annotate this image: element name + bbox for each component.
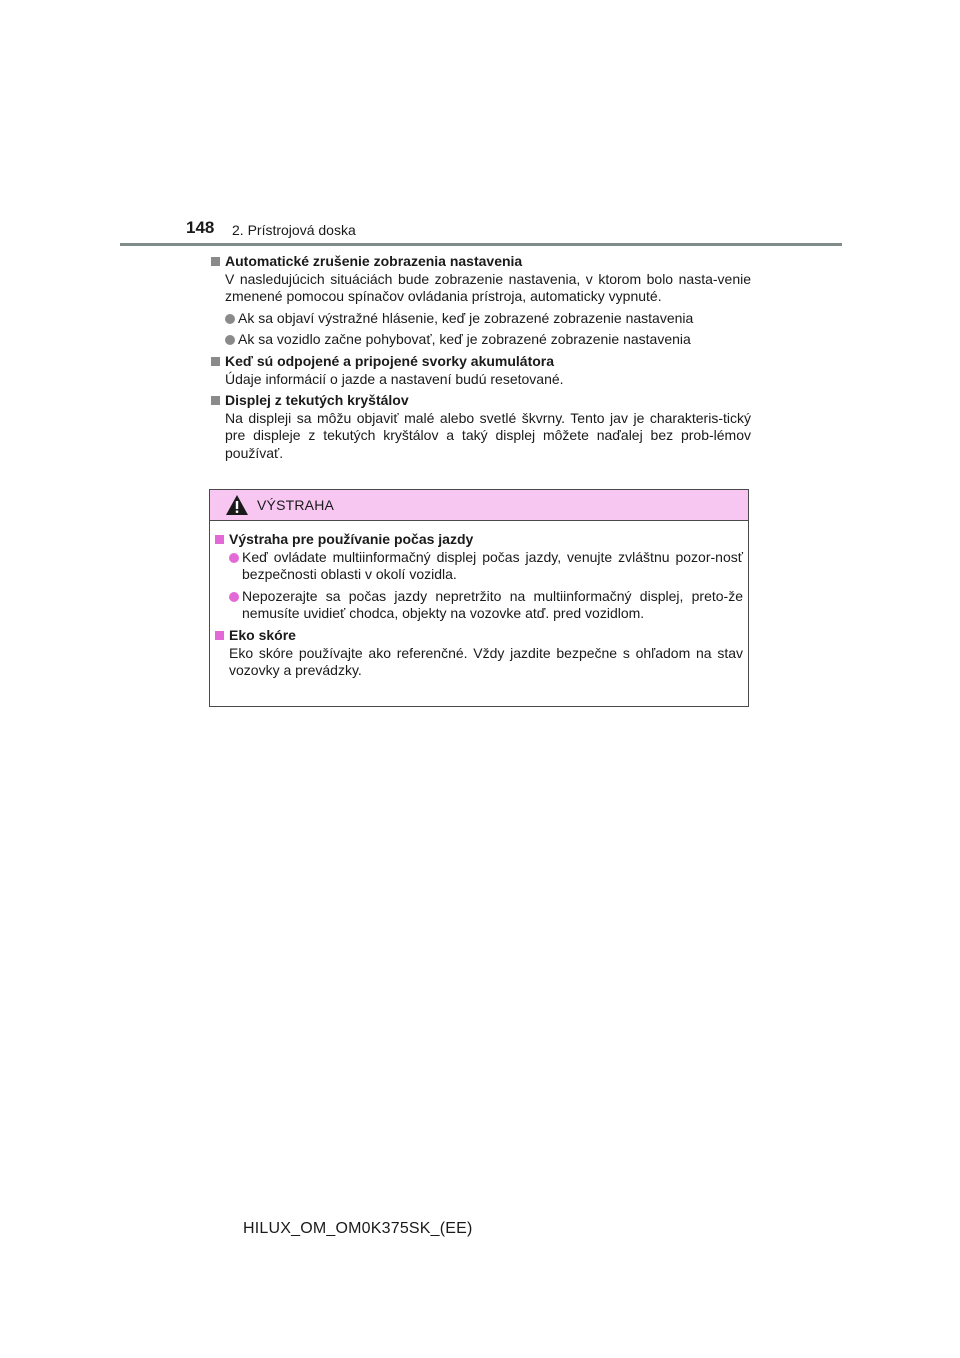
section-heading bbox=[215, 531, 743, 549]
list-item-text: Ak sa vozidlo začne pohybovať, keď je zobrazené zobrazenie nastavenia bbox=[238, 331, 691, 348]
section-body: Na displeji sa môžu objaviť malé alebo svetlé škvrny. Tento jav je charakteris-tický pre displeje z tekutých kryštálov a taký displej môžete naďalej bez prob-lémov používať. bbox=[225, 409, 751, 461]
section-heading bbox=[211, 253, 751, 271]
list-item bbox=[229, 588, 743, 623]
section-body: Eko skóre používajte ako referenčné. Vždy jazdite bezpečne s ohľadom na stav vozovky a prevádzky. bbox=[229, 644, 743, 679]
section-body: V nasledujúcich situáciách bude zobrazenie nastavenia, v ktorom bolo nasta-venie zmenené pomocou spínačov ovládania prístroja, automaticky vypnuté. bbox=[225, 270, 751, 305]
circle-bullet-icon bbox=[225, 314, 235, 324]
section-battery bbox=[211, 353, 751, 388]
list-item bbox=[225, 310, 751, 328]
main-content bbox=[211, 253, 751, 467]
section-heading-text: Displej z tekutých kryštálov bbox=[225, 392, 409, 409]
square-bullet-icon bbox=[211, 257, 220, 266]
warning-section-driving bbox=[215, 531, 743, 623]
section-heading bbox=[211, 392, 751, 410]
document-code: HILUX_OM_OM0K375SK_(EE) bbox=[243, 1220, 473, 1237]
square-bullet-icon bbox=[211, 357, 220, 366]
section-body: Údaje informácií o jazde a nastavení budú resetované. bbox=[225, 370, 564, 387]
list-item bbox=[229, 549, 743, 584]
section-heading-text: Automatické zrušenie zobrazenia nastavenia bbox=[225, 253, 523, 269]
warning-title: VÝSTRAHA bbox=[257, 497, 335, 513]
circle-bullet-icon bbox=[229, 592, 239, 602]
warning-header bbox=[210, 490, 748, 521]
list-item-text: Ak sa objaví výstražné hlásenie, keď je zobrazené zobrazenie nastavenia bbox=[238, 309, 694, 326]
section-heading bbox=[215, 627, 743, 645]
list-item bbox=[225, 331, 751, 349]
square-bullet-icon bbox=[215, 535, 224, 544]
section-heading-text: Keď sú odpojené a pripojené svorky akumulátora bbox=[225, 352, 555, 369]
section-heading-text: Eko skóre bbox=[229, 626, 296, 643]
warning-section-eco bbox=[215, 627, 743, 680]
circle-bullet-icon bbox=[225, 335, 235, 345]
square-bullet-icon bbox=[215, 631, 224, 640]
warning-triangle-icon bbox=[225, 494, 249, 516]
section-heading bbox=[211, 353, 751, 371]
section-lcd bbox=[211, 392, 751, 462]
list-item-text: Nepozerajte sa počas jazdy nepretržito na multiinformačný displej, preto-že nemusíte uvidieť chodca, objekty na vozovke atď. pred vozidlom. bbox=[242, 587, 743, 622]
warning-body bbox=[215, 531, 743, 684]
page-number: 148 bbox=[186, 218, 215, 237]
square-bullet-icon bbox=[211, 396, 220, 405]
header-rule bbox=[120, 243, 842, 246]
section-auto-cancel bbox=[211, 253, 751, 349]
section-heading-text: Výstraha pre používanie počas jazdy bbox=[229, 531, 474, 547]
chapter-title: 2. Prístrojová doska bbox=[232, 222, 356, 238]
list-item-text: Keď ovládate multiinformačný displej počas jazdy, venujte zvláštnu pozor-nosť bezpečnosti oblasti v okolí vozidla. bbox=[242, 548, 743, 583]
circle-bullet-icon bbox=[229, 553, 239, 563]
warning-box bbox=[209, 489, 749, 707]
